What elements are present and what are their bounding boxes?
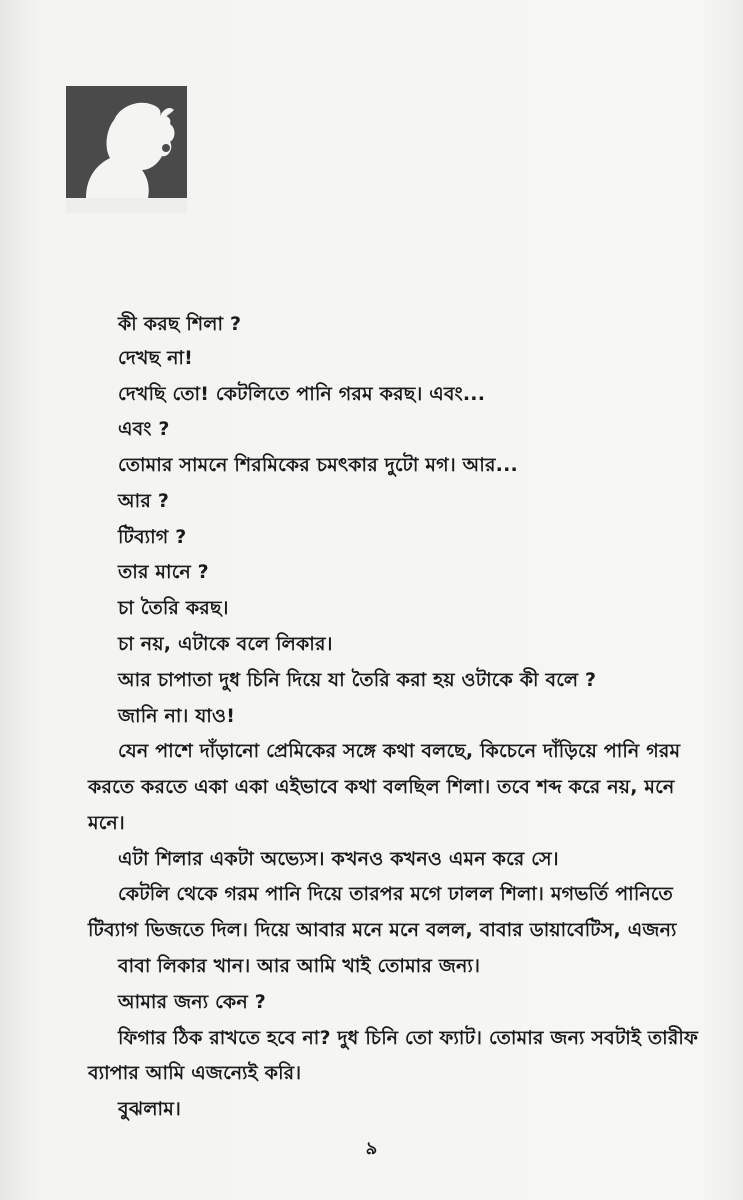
text-line: কী করছ শিলা ?	[118, 313, 242, 335]
text-line: করতে করতে একা একা এইভাবে কথা বলছিল শিলা। তবে শব্দ করে নয়, মনে	[88, 776, 675, 798]
text-line: দেখছ না!	[118, 347, 194, 369]
text-line: যেন পাশে দাঁড়ানো প্রেমিকের সঙ্গে কথা বলছে, কিচেনে দাঁড়িয়ে পানি গরম	[118, 740, 681, 762]
text-line: টিব্যাগ ?	[118, 526, 187, 548]
page-number: ৯	[365, 1138, 378, 1159]
text-line: তোমার সামনে শিরমিকের চমৎকার দুটো মগ। আর...	[118, 454, 518, 476]
text-line: চা নয়, এটাকে বলে লিকার।	[118, 633, 333, 655]
text-line: ফিগার ঠিক রাখতে হবে না? দুধ চিনি তো ফ্যাট। তোমার জন্য সবটাই তারীফ	[118, 1027, 699, 1049]
text-line: ব্যাপার আমি এজন্যেই করি।	[88, 1062, 302, 1084]
text-line: এবং ?	[118, 418, 170, 440]
text-line: বুঝলাম।	[118, 1098, 181, 1120]
text-line: আর চাপাতা দুধ চিনি দিয়ে যা তৈরি করা হয় ওটাকে কী বলে ?	[118, 669, 597, 691]
text-line: দেখছি তো! কেটলিতে পানি গরম করছ। এবং...	[118, 383, 486, 405]
text-line: এটা শিলার একটা অভ্যেস। কখনও কখনও এমন করে সে।	[118, 848, 559, 870]
text-line: বাবা লিকার খান। আর আমি খাই তোমার জন্য।	[118, 955, 481, 977]
text-line: মনে।	[88, 812, 125, 834]
text-line: আমার জন্য কেন ?	[118, 991, 266, 1013]
text-line: আর ?	[118, 490, 170, 512]
text-line: কেটলি থেকে গরম পানি দিয়ে তারপর মগে ঢালল শিলা। মগভর্তি পানিতে	[118, 883, 673, 905]
text-line: তার মানে ?	[118, 561, 209, 583]
text-line: টিব্যাগ ভিজতে দিল। দিয়ে আবার মনে মনে বলল, বাবার ডায়াবেটিস, এজন্য	[88, 919, 677, 941]
text-line: জানি না। যাও!	[118, 705, 236, 727]
text-line: চা তৈরি করছ।	[118, 597, 229, 619]
